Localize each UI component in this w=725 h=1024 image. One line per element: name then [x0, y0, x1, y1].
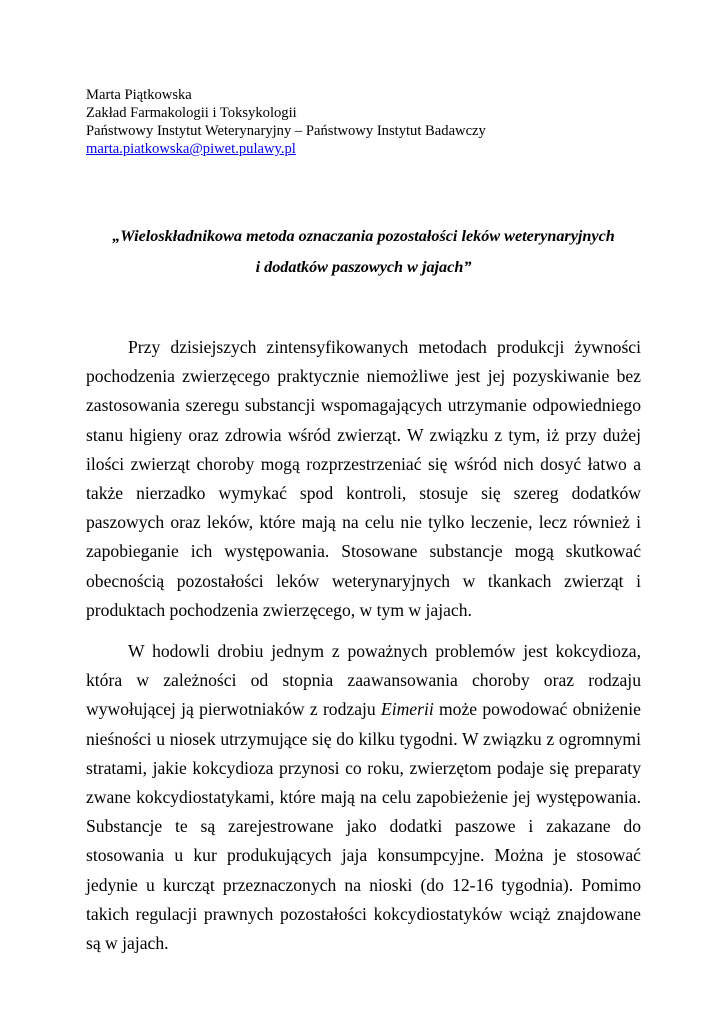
author-name: Marta Piątkowska — [86, 87, 192, 103]
document-title — [86, 221, 641, 283]
paragraph-2 — [86, 637, 641, 958]
paragraph-2-text-end: może powodować obniżenie nieśności u niosek utrzymujące się do kilku tygodni. W związku z ogromnymi stratami, jakie kokcydioza przynosi co roku, zwierzętom podaje się preparaty zwane kokcydiostatykami, które mają na celu zapobieżenie jej występowania. Substancje te są zarejestrowane jako dodatki paszowe i zakazane do stosowania u kur produkujących jaja konsumpcyjne. Można je stosować jedynie u kurcząt przeznaczonych na nioski (do 12-16 tygodnia). Pomimo takich regulacji prawnych pozostałości kokcydiostatyków wciąż znajdowane są w jajach. — [86, 699, 641, 954]
paragraph-1: Przy dzisiejszych zintensyfikowanych metodach produkcji żywności pochodzenia zwierzęcego praktycznie niemożliwe jest jej pozyskiwanie bez zastosowania szeregu substancji wspomagających utrzymanie odpowiedniego stanu higieny oraz zdrowia wśród zwierząt. W związku z tym, iż przy dużej ilości zwierząt choroby mogą rozprzestrzeniać się wśród nich dosyć łatwo a także nierzadko wymykać spod kontroli, stosuje się szereg dodatków paszowych oraz leków, które mają na celu nie tylko leczenie, lecz również i zapobieganie ich występowania. Stosowane substancje mogą skutkować obecnością pozostałości leków weterynaryjnych w tkankach zwierząt i produktach pochodzenia zwierzęcego, w tym w jajach. — [86, 337, 641, 620]
author-header — [86, 86, 486, 158]
title-line-1: „Wieloskładnikowa metoda oznaczania pozostałości leków weterynaryjnych — [112, 227, 615, 245]
department-name: Zakład Farmakologii i Toksykologii — [86, 105, 297, 121]
paragraph-2-text-start: W hodowli drobiu jednym z poważnych problemów jest kokcydioza, która w zależności od stopnia zaawansowania choroby oraz rodzaju wywołującej ją pierwotniaków z rodzaju — [86, 641, 641, 720]
institute-name: Państwowy Instytut Weterynaryjny – Państwowy Instytut Badawczy — [86, 123, 486, 139]
email-link[interactable]: marta.piatkowska@piwet.pulawy.pl — [86, 141, 296, 157]
species-name-italic: Eimerii — [380, 699, 434, 720]
title-line-2: i dodatków paszowych w jajach” — [255, 258, 472, 276]
